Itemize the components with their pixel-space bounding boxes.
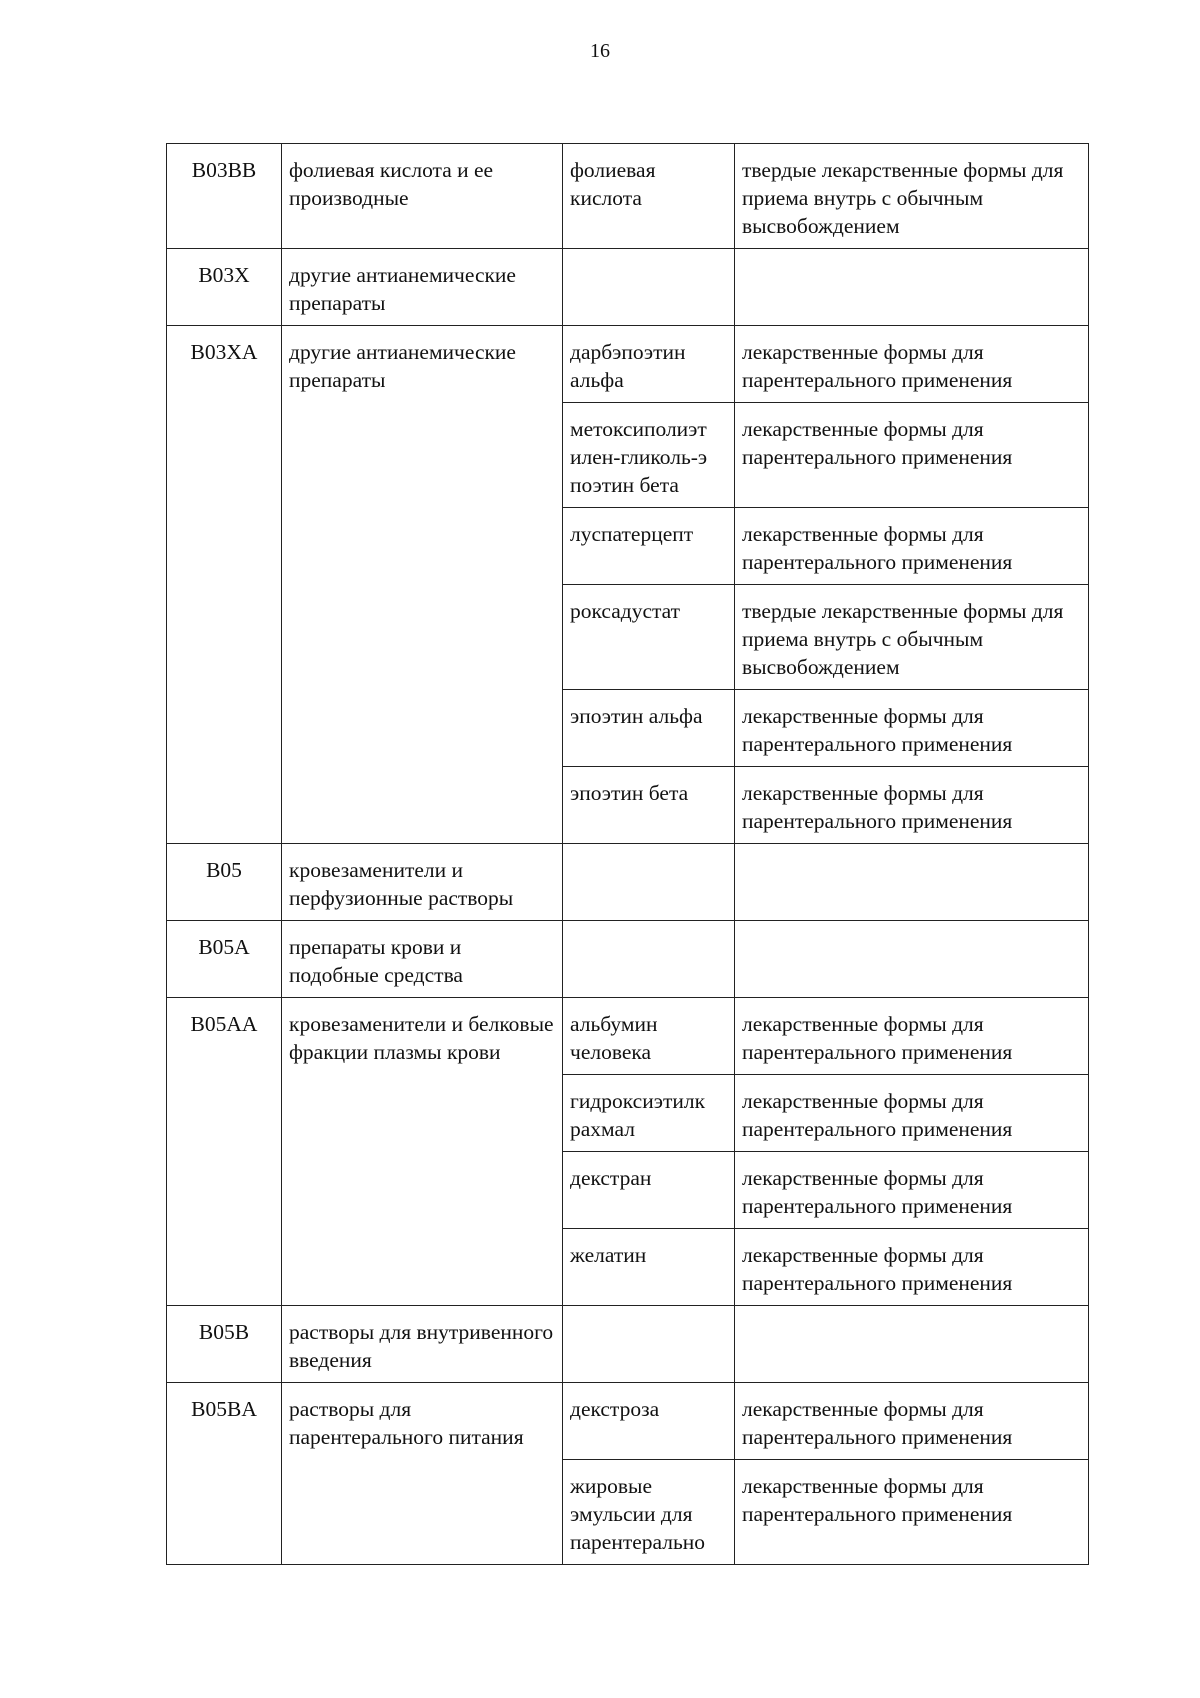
dosage-form: лекарственные формы для парентерального применения bbox=[735, 1460, 1089, 1565]
drug-name: желатин bbox=[563, 1229, 735, 1306]
drug-name: луспатерцепт bbox=[563, 508, 735, 585]
group-name: растворы для внутривенного введения bbox=[282, 1306, 563, 1383]
dosage-form bbox=[735, 921, 1089, 998]
atc-code: B03X bbox=[167, 249, 282, 326]
drug-name: декстроза bbox=[563, 1383, 735, 1460]
dosage-form bbox=[735, 844, 1089, 921]
dosage-form: твердые лекарственные формы для приема внутрь с обычным высвобождением bbox=[735, 585, 1089, 690]
drug-name: роксадустат bbox=[563, 585, 735, 690]
table-row bbox=[167, 326, 1089, 403]
table-row bbox=[167, 844, 1089, 921]
atc-code: B05B bbox=[167, 1306, 282, 1383]
table-row bbox=[167, 998, 1089, 1075]
group-name: кровезаменители и перфузионные растворы bbox=[282, 844, 563, 921]
drug-classification-table bbox=[166, 143, 1089, 1565]
dosage-form: твердые лекарственные формы для приема внутрь с обычным высвобождением bbox=[735, 144, 1089, 249]
atc-code: B03XA bbox=[167, 326, 282, 844]
group-name: кровезаменители и белковые фракции плазмы крови bbox=[282, 998, 563, 1306]
table-row bbox=[167, 249, 1089, 326]
dosage-form: лекарственные формы для парентерального применения bbox=[735, 1152, 1089, 1229]
drug-name: эпоэтин альфа bbox=[563, 690, 735, 767]
group-name: фолиевая кислота и ее производные bbox=[282, 144, 563, 249]
group-name: другие антианемические препараты bbox=[282, 326, 563, 844]
dosage-form: лекарственные формы для парентерального применения bbox=[735, 508, 1089, 585]
drug-name bbox=[563, 844, 735, 921]
table-row bbox=[167, 1306, 1089, 1383]
dosage-form: лекарственные формы для парентерального применения bbox=[735, 767, 1089, 844]
atc-code: B03BB bbox=[167, 144, 282, 249]
atc-code: B05BA bbox=[167, 1383, 282, 1565]
atc-code: B05 bbox=[167, 844, 282, 921]
dosage-form: лекарственные формы для парентерального применения bbox=[735, 326, 1089, 403]
atc-code: B05A bbox=[167, 921, 282, 998]
drug-name bbox=[563, 249, 735, 326]
drug-name bbox=[563, 921, 735, 998]
dosage-form: лекарственные формы для парентерального применения bbox=[735, 998, 1089, 1075]
group-name: растворы для парентерального питания bbox=[282, 1383, 563, 1565]
group-name: препараты крови и подобные средства bbox=[282, 921, 563, 998]
table-row bbox=[167, 921, 1089, 998]
drug-name bbox=[563, 1306, 735, 1383]
dosage-form bbox=[735, 1306, 1089, 1383]
dosage-form: лекарственные формы для парентерального применения bbox=[735, 403, 1089, 508]
dosage-form: лекарственные формы для парентерального применения bbox=[735, 1075, 1089, 1152]
table-row bbox=[167, 1383, 1089, 1460]
drug-name: дарбэпоэтин альфа bbox=[563, 326, 735, 403]
dosage-form: лекарственные формы для парентерального применения bbox=[735, 690, 1089, 767]
drug-name: эпоэтин бета bbox=[563, 767, 735, 844]
group-name: другие антианемические препараты bbox=[282, 249, 563, 326]
table-row bbox=[167, 144, 1089, 249]
drug-name: жировые эмульсии для парентерально bbox=[563, 1460, 735, 1565]
drug-name: гидроксиэтилк рахмал bbox=[563, 1075, 735, 1152]
dosage-form: лекарственные формы для парентерального применения bbox=[735, 1229, 1089, 1306]
drug-name: альбумин человека bbox=[563, 998, 735, 1075]
atc-code: B05AA bbox=[167, 998, 282, 1306]
dosage-form: лекарственные формы для парентерального применения bbox=[735, 1383, 1089, 1460]
drug-name: фолиевая кислота bbox=[563, 144, 735, 249]
page-number: 16 bbox=[590, 40, 610, 62]
drug-name: декстран bbox=[563, 1152, 735, 1229]
drug-name: метоксиполиэт илен-гликоль-э поэтин бета bbox=[563, 403, 735, 508]
dosage-form bbox=[735, 249, 1089, 326]
